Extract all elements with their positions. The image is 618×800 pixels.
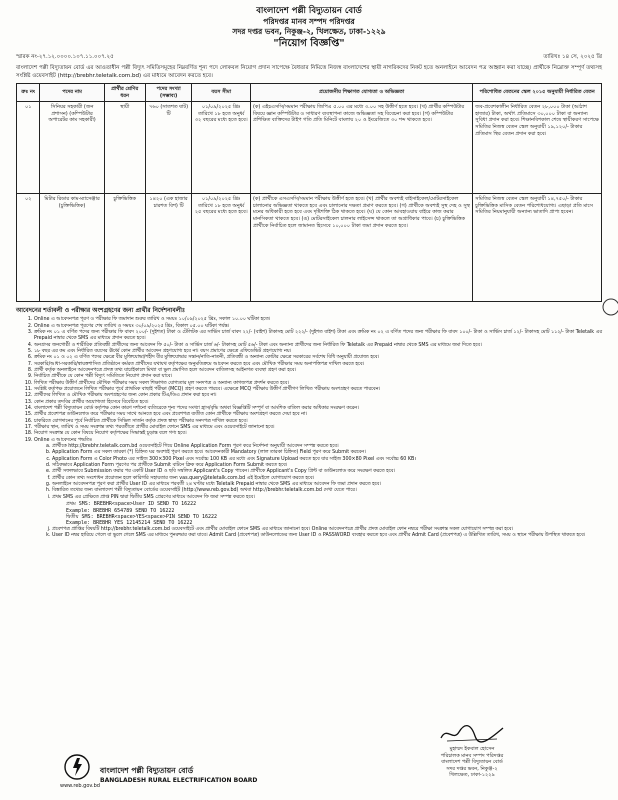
rule-item: 14. বাংলাদেশ পল্লী বিদ্যুতায়ন বোর্ড কর্তৃপক্ষ কোন কারণ দর্শানো ব্যতিরেকে শূন্য পদের সংখ্যা হ্রাস/বৃদ্ধি অথবা বিজ্ঞপ্তিটি সম্পূর্ণ বা আংশিক বাতিল করার অধিকার সংরক্ষণ করেন। [34,406,602,412]
signature-icon [437,722,507,744]
intro-paragraph: বাংলাদেশ পল্লী বিদ্যুতায়ন বোর্ড এর আওতাধীন পল্লী বিদ্যুৎ সমিতিসমূহের নিম্নবর্ণিত শূন্য পদে লোকবল নিয়োগ প্রদান সাপেক্ষে বৈধতার নিমিত্তে নিজস্ব বাংলাদেশের স্থায়ী নাগরিকদের নিকট হতে অনলাইনে আবেদন পত্র আহ্বান করা যাচ্ছে। প্রার্থীকে নিম্নোক্ত সম্পূর্ণ তথ্যসহ সংশ্লিষ্ট ওয়েবসাইট (http://brebhr.teletalk.com.bd) এর মাধ্যমে আবেদন করতে হবে। [16,65,602,79]
cell-post: মিটার রিডার কাম-ম্যাসেঞ্জার (চুক্তিভিত্তিক) [40,194,104,302]
org-name: বাংলাদেশ পল্লী বিদ্যুতায়ন বোর্ড [256,6,362,16]
signatory-org: বাংলাদেশ পল্লী বিদ্যুতায়ন বোর্ড [441,759,503,765]
rule-item: 8. প্রার্থী কর্তৃক অনলাইনে আবেদনপত্রে প্রদত্ত তথ্য যাচাইকালে মিথ্যা বা ভুল প্রমাণিত হলে আবেদন বাতিলসহ আইনগত ব্যবস্থা গ্রহণ করা হবে। [34,368,602,374]
cell-salary: জব-প্রবেশকালীন নির্ধারিত বেতন ২৮,০০০ টাকা (আঠাশ হাজার) টাকা, অর্থাৎ প্রতিমাসে ৩০,০০০ টাকা বা অন্যান্য সুবিধা প্রদান করা হবে। শিক্ষানবিশকাল শেষে স্থায়ীকরণ সাপেক্ষে সমিতির নিজস্ব বেতন স্কেল অনুযায়ী ১৯,১২০/- টাকার প্রতিমাস স্থির বেতন প্রদান করা হবে। [473,102,602,194]
step-item: j. প্রবেশপত্র প্রাপ্তির বিষয়টি http://brebhr.teletalk.com.bd ওয়েবসাইটে এবং প্রার্থীর মোবাইল ফোনে SMS এর মাধ্যমে জানানো হবে। Online আবেদনপত্রে প্রার্থীর প্রদত্ত মোবাইল ফোন নম্বরে পরীক্ষা সংক্রান্ত সকল যোগাযোগ সম্পন্ন করা হবে। [52,527,602,533]
tail-list [16,527,602,540]
sms-line: Example: BREBHR 654789 SEND TO 16222 [66,507,175,514]
memo-number: স্মারক নং-২৭.১২.০০০০.১০৭.১১.০০৭.২৫ [16,54,114,60]
col-header-age: বয়স সীমা [192,84,251,102]
memo-line [16,54,602,62]
cell-post: সিনিয়র সহকারী (জন প্রশাসন) (কম্পিউটার অপারেটর কাম সহকারী) [40,102,104,194]
cell-sl: ০২ [17,194,40,302]
rule-item: 7. সরকারি/আধা-সরকারি/স্বায়ত্তশাসিত প্রতিষ্ঠানে কর্মরত প্রার্থীদের যথাযথ কর্তৃপক্ষের অনুমতিক্রমে আবেদন করতে হবে এবং মৌখিক পরীক্ষার সময় অনাপত্তিপত্র দাখিল করতে হবে। [34,362,602,368]
col-header-sl: ক্রঃ নং [17,84,40,102]
rule-item: 9. নির্বাচিত প্রার্থীকে যে কোন পল্লী বিদ্যুৎ সমিতিতে নিয়োগ প্রদান করা যাবে। [34,374,602,380]
col-header-category: প্রার্থীর শ্রেণির ধরন [104,84,145,102]
rule-item: 13. কোন প্রকার তদবির প্রার্থীর অযোগ্যতা হিসেবে বিবেচিত হবে। [34,400,602,406]
step-item: k. User ID নম্বর হারিয়ে গেলে বা ভুলে গেলে SMS এর মাধ্যমে পুনরুদ্ধার করা যাবে। Admit Card (প্রবেশপত্র) ডাউনলোডের জন্য User ID ও PASSWORD ব্যবহার করতে হবে এবং প্রার্থীর Admit Card (প্রবেশপত্র) এ উল্লিখিত তারিখ, সময় ও স্থানে পরীক্ষায় উপস্থিত থাকতে হবে। [52,533,602,539]
rule-item: 6. ক্রমিক নং ০১ ও ০২ এ বর্ণিত পদের ক্ষেত্রে বীর মুক্তিযোদ্ধা/শহীদ বীর মুক্তিযোদ্ধার সন্তান/নাতি-নাতনী, প্রতিবন্ধী ও অন্যান্য কোটার ক্ষেত্রে সরকারের সর্বশেষ বিধি অনুযায়ী প্রযোজ্য হবে। [34,355,602,361]
notice-title: "নিয়োগ বিজ্ঞপ্তি" [273,38,345,49]
step-item: f. প্রার্থীর কোন তথ্য সংশোধন প্রয়োজন হলে কারিগরি সহায়তার জন্য vas.query@teletalk.com.bd এই ইমেইলে যোগাযোগ করতে হবে। [52,476,602,482]
rules-list [16,317,602,444]
rule-item: 2. Online এ আবেদনপত্র পূরণের শেষ তারিখ ও সময়ঃ ৩০/০৯/২০২৫ খ্রিঃ, বিকাল ০৫.০০ ঘটিকা পর্যন্ত। [34,324,602,330]
cell-age: ০১/০৯/২০২৫ খ্রিঃ তারিখে ১৮ হতে অনুর্ধ্ব ২৫ বছরের মধ্যে হতে হবে। [192,194,251,302]
org-address: সদর দপ্তর ভবন, নিকুঞ্জ-২, খিলক্ষেত, ঢাকা-১২২৯ [232,27,386,36]
rule-item: 17. পরীক্ষার স্থান, তারিখ ও সময় সংক্রান্ত তথ্য পরবর্তীতে প্রার্থীর মোবাইল ফোনে SMS এর মাধ্যমে এবং ওয়েবসাইটে জানানো হবে। [34,425,602,431]
step-item: a. প্রার্থীকে http://brebhr.teletalk.com.bd ওয়েবসাইটে গিয়ে Online Application Form পূরণ করে নির্দেশনা অনুযায়ী আবেদন সম্পন্ন করতে হবে। [52,444,602,450]
memo-date: তারিখঃ ১৪ সে, ২০২৫ খ্রি [543,54,602,60]
rule-item: 18. নিয়োগ সংক্রান্ত যে কোন বিষয়ে নিয়োগ কর্তৃপক্ষের সিদ্ধান্তই চূড়ান্ত বলে গণ্য হবে। [34,431,602,437]
footer-board-bn: বাংলাদেশ পল্লী বিদ্যুতায়ন বোর্ড [100,766,194,775]
online-steps-list [16,444,602,501]
cell-salary: সমিতির নিজস্ব বেতন স্কেল অনুযায়ী ১৪,৭৫০/- টাকার চুক্তিভিত্তিক মাসিক বেতন পরিশোধযোগ্য। এছাড়া প্রতি মাসে সমিতির নিয়মানুযায়ী অন্যান্য ভাতাদি প্রাপ্য হবেন। [473,194,602,302]
cell-qualification: (ক) প্রার্থীকে এসএসসি/সমমান পরীক্ষায় উত্তীর্ণ হতে হবে। (খ) প্রার্থীর অবশ্যই বাইসাইকেল/মোটরসাইকেল চালানোর অভিজ্ঞতা থাকতে হবে এবং চালানোর দক্ষতা প্রমাণ করতে হবে। (গ) প্রার্থীকে অবশ্যই সুস্থ দেহ ও সুস্থ মনের অধিকারী হতে হবে এবং দৃষ্টিশক্তি ঠিক থাকতে হবে। (ঘ) যে কোন আবহাওয়ায় বাইরে কাজ করার মানসিকতা থাকতে হবে। (ঙ) মোটরসাইকেল চালনার লাইসেন্স থাকলে তা অগ্রাধিকার পাবে। (চ) চুক্তিভিত্তিক প্রার্থীকে নির্বাচিত হলে জামানত হিসেবে ১০,০০০ টাকা জমা প্রদান করতে হবে। [250,194,472,302]
rule-item: 11. সংশ্লিষ্ট কর্তৃপক্ষ প্রয়োজনে লিখিত পরীক্ষার পূর্বে প্রাথমিক বাছাই পরীক্ষা (MCQ) গ্রহণ করতে পারবে। এক্ষেত্রে MCQ পরীক্ষায় উত্তীর্ণ প্রার্থীগণ লিখিত পরীক্ষায় অংশগ্রহণ করতে পারবেন। [34,387,602,393]
rule-item: 12. প্রার্থীদের লিখিত ও মৌখিক পরীক্ষায় অংশগ্রহণের জন্য কোন প্রকার টিএ/ডিএ প্রদান করা হবে না। [34,393,602,399]
cell-age: ০১/০৯/২০২৫ খ্রিঃ তারিখে ১৮ হতে অনুর্ধ্ব ৩২ বছরের মধ্যে হতে হবে। [192,102,251,194]
step-item: h. বিস্তারিত তথ্যের জন্য বাংলাদেশ পল্লী বিদ্যুতায়ন বোর্ডের ওয়েবসাইট (http://www.reb.gov.bd) অথবা http://brebhr.teletalk.com.bd দেখা যেতে পারে। [52,488,602,494]
sms-line: দ্বিতীয় SMS: BREBHR<space>YES<space>PIN SEND TO 16222 [66,513,218,520]
reb-logo-icon [64,754,90,780]
rules-title: আবেদনের শর্তাবলী ও পরীক্ষার অংশগ্রহণের জন্য প্রার্থীর নির্দেশনাবলীঃ [16,307,186,315]
col-header-post: পদের নাম [40,84,104,102]
rule-item: 1. Online এ আবেদনপত্র পূরণ ও পরীক্ষার ফি জমাদান শুরুর তারিখ ও সময়ঃ ১০/০৯/২০২৫ খ্রিঃ, সকাল ১০.০০ ঘটিকা হতে। [34,317,602,323]
signatory-address: সদর দপ্তর ভবন, নিকুঞ্জ-২ [446,765,498,772]
table-row [17,102,602,194]
step-item: e. প্রার্থী সফলভাবে Submission করার পর একটি User ID ও ছবি সম্বলিত Applicant's Copy পাবেন। প্রার্থীকে Applicant's Copy প্রিন্ট বা ডাউনলোড করে সংরক্ষণ করতে হবে। [52,469,602,475]
rule-item: 3. ক্রমিক নং ০১ এ বর্ণিত পদের জন্য পরীক্ষার ফি বাবদ ২০০/- (দুইশত) টাকা ও টেলিটক এর সার্ভিস চার্জ বাবদ ২২/- (বাইশ) টাকাসহ মোট ২২২/- (দুইশত বাইশ) টাকা এবং ক্রমিক নং ০২ এ বর্ণিত পদের জন্য পরীক্ষার ফি বাবদ ১০০/- টাকা ও সার্ভিস চার্জ ১২/- টাকাসহ মোট ১১২/- টাকা Teletalk এর Prepaid নাম্বার থেকে SMS এর মাধ্যমে প্রদান করতে হবে। [34,330,602,343]
rule-item: 15. প্রার্থীর প্রবেশপত্র ডাউনলোড করে পরীক্ষার সময় সাথে আনতে হবে এবং প্রবেশপত্র ব্যতীত কোন প্রার্থীকে পরীক্ষায় অংশগ্রহণ করতে দেয়া হবে না। [34,412,602,418]
table-header-row [17,84,602,102]
col-header-count: পদের সংখ্যা (সম্ভাব্য) [145,84,192,102]
rule-item: 19. Online এ আবেদনের পদ্ধতিঃ [34,438,602,444]
cell-category: স্থায়ী [104,102,145,194]
rule-item: 16. চাকরিতে যোগদানের পূর্বে নির্বাচিত প্রার্থীকে সিভিল সার্জন কর্তৃক প্রদত্ত স্বাস্থ্য পরীক্ষার সনদপত্র দাখিল করতে হবে। [34,419,602,425]
notice-header [16,6,602,50]
rule-item: 4. অনগ্রসর জনগোষ্ঠী ও শারীরিক প্রতিবন্ধী প্রার্থীদের জন্য আবেদন ফি ৫০/- টাকা ও সার্ভিস চার্জ ৬/- টাকাসহ মোট ৫৬/- টাকা এবং অন্যান্য প্রার্থীদের জন্য নির্ধারিত ফি Teletalk এর Prepaid নাম্বার থেকে SMS এর মাধ্যমে জমা দিতে হবে। [34,343,602,349]
cell-category: চুক্তিভিত্তিক [104,194,145,302]
table-row [17,194,602,302]
rule-item: 5. ১৮ বছর এর কম এবং নির্ধারিত বয়সের ঊর্ধ্বে কোন প্রার্থীর আবেদন গ্রহণযোগ্য হবে না। বয়স প্রমাণের ক্ষেত্রে এফিডেভিট গ্রহণযোগ্য নয়। [34,349,602,355]
col-header-salary: পরিশোধিত বেতনের স্কেল ২০১৫ অনুযায়ী নির্ধারিত বেতন [473,84,602,102]
signatory-city: খিলক্ষেত, ঢাকা-১২২৯ [449,772,495,778]
signatory-designation: পরিচালক মানব সম্পদ পরিদপ্তর [440,752,504,759]
cell-sl: ০১ [17,102,40,194]
sms-line: Example: BREBHR YES 12145214 SEND TO 16222 [66,520,193,527]
posts-table [16,83,602,302]
rule-item: 10. লিখিত পরীক্ষায় উত্তীর্ণ প্রার্থীদের মৌখিক পরীক্ষার সময় সকল শিক্ষাগত যোগ্যতার মূল সনদপত্র ও অন্যান্য কাগজপত্র প্রদর্শন করতে হবে। [34,381,602,387]
cell-count: ১৪২০ (এক হাজার চারশত বিশ) টি [145,194,192,302]
step-item: b. Application Form এর সকল তারকা (*) চিহ্নিত ঘর অবশ্যই পূরণ করতে হবে। আবেদনকারী Mandatory (লাল তারকা চিহ্নিত) Field পূরণ করে Submit করবেন। [52,450,602,456]
cell-count: ৭৬০ (সাতশত ষাট) টি [145,102,192,194]
signature-block [402,722,542,779]
page-footer [16,746,602,796]
signatory-name: মুহাম্মদ ইকবাল হোসেন [449,746,495,752]
footer-board-en: BANGLADESH RURAL ELECTRIFICATION BOARD [100,777,258,784]
step-item: i. প্রথম SMS এর প্রেক্ষিতে প্রাপ্ত PIN দ্বারা দ্বিতীয় SMS প্রেরণের মাধ্যমে আবেদন ফি জমা সম্পন্ন করতে হবে। [52,495,602,501]
step-item: d. সঠিকভাবে Application Form পূরণের পর প্রার্থীকে Submit বাটনে ক্লিক করে Application Form Submit করতে হবে। [52,463,602,469]
directorate-name: পরিদপ্তর মানব সম্পদ পরিদপ্তর [263,17,355,26]
col-header-qualification: প্রয়োজনীয় শিক্ষাগত যোগ্যতা ও অভিজ্ঞতা [250,84,472,102]
footer-website: www.reb.gov.bd [60,783,100,789]
step-item: g. অনলাইনে আবেদনপত্র পূরণ করা প্রার্থীর User ID এর মাধ্যমে পরবর্তী ২৪ ঘণ্টার মধ্যে Teletalk Prepaid নাম্বার থেকে SMS এর মাধ্যমে আবেদন ফি জমা প্রদান করতে হবে। [52,482,602,488]
sms-format-block [16,501,602,527]
margin-mark-icon [600,296,618,318]
cell-qualification: (ক) এইচএসসি/সমমান পরীক্ষায় জিপিএ ৫.০০ এর মধ্যে ৩.০০ সহ উত্তীর্ণ হতে হবে। (খ) প্রার্থীর কম্পিউটার বিষয়ে জ্ঞান কম্পিউটার ও সাধারণ ব্যবস্থাপনা কাজে অভিজ্ঞতা সহ বিবেচনা করা হবে। (গ) কম্পিউটার প্রশিক্ষিত ব্যক্তিদের টাইপ গতি প্রতি মিনিটে বাংলায় ২০ ও ইংরেজিতে ৩০ শব্দ থাকতে হবে। [250,102,472,194]
sms-line: প্রথম SMS: BREBHR<space>User ID SEND TO 16222 [66,501,197,508]
step-item: c. Application Form এ Color Photo এর সাইজ 300×300 Pixel এবং সর্বোচ্চ 100 KB এর মধ্যে এবং Signature Upload করতে হবে যার সাইজ 300×80 Pixel এবং সর্বোচ্চ 60 KB। [52,457,602,463]
